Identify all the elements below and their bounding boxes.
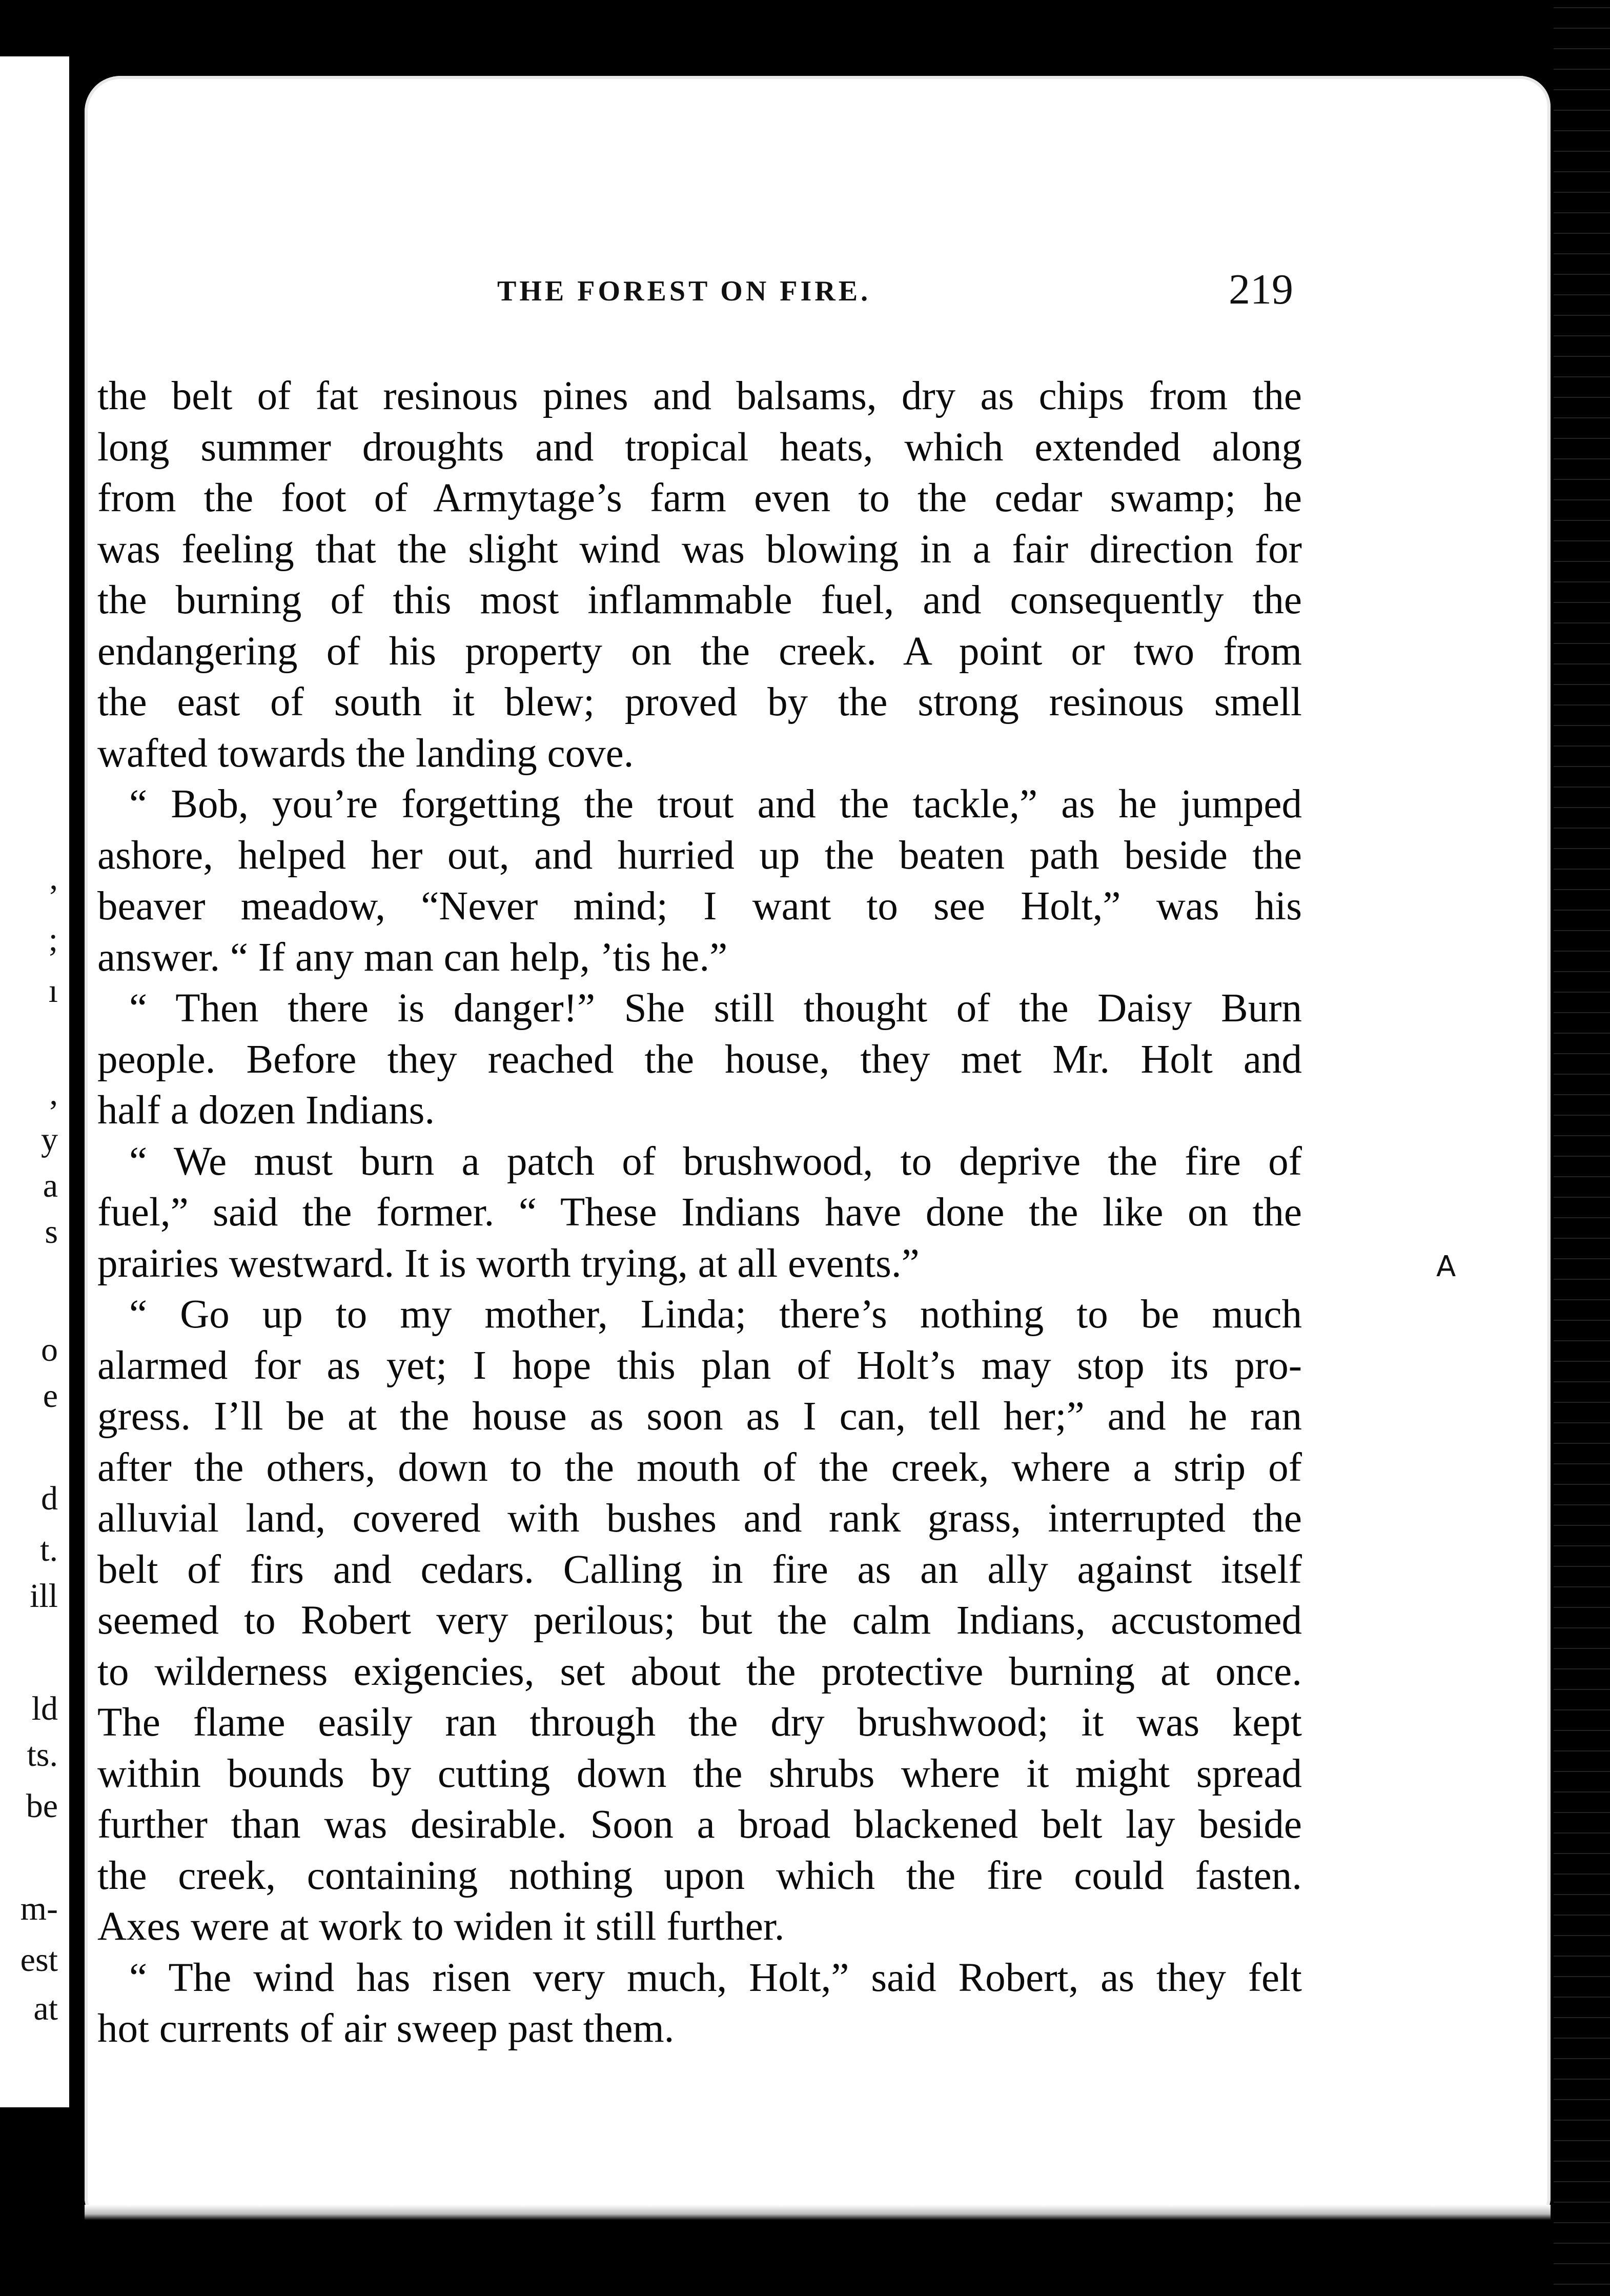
facing-fragment: a (43, 1167, 58, 1204)
text-line: long summer droughts and tropical heats, which extended along (97, 425, 1302, 470)
facing-fragment: ill (29, 1577, 58, 1615)
facing-fragment: t. (40, 1531, 58, 1568)
text-line: the belt of fat resinous pines and balsams, dry as chips from the (97, 374, 1302, 418)
text-line: answer. “ If any man can help, ’tis he.” (97, 935, 728, 980)
facing-fragment: ; (48, 921, 58, 958)
text-line: the burning of this most inflammable fuel, and consequently the (97, 578, 1302, 622)
body-text (97, 371, 1302, 2055)
facing-fragment: est (20, 1941, 58, 1979)
facing-fragment: , (49, 859, 58, 897)
facing-fragment: ld (31, 1690, 58, 1727)
text-line: after the others, down to the mouth of the creek, where a strip of (97, 1445, 1302, 1490)
running-title: THE FOREST ON FIRE. (497, 275, 871, 307)
text-line: alluvial land, covered with bushes and rank grass, interrupted the (97, 1496, 1302, 1541)
text-line: within bounds by cutting down the shrubs where it might spread (97, 1751, 1302, 1796)
text-line: wafted towards the landing cove. (97, 731, 634, 776)
text-line: endangering of his property on the creek. A point or two from (97, 629, 1302, 674)
text-line: the east of south it blew; proved by the strong resinous smell (97, 680, 1302, 724)
facing-fragment: , (49, 1075, 58, 1112)
facing-fragment: at (33, 1990, 58, 2027)
text-line: belt of firs and cedars. Calling in fire as an ally against itself (97, 1547, 1302, 1592)
scan-right-edge (1554, 0, 1610, 2296)
text-line: beaver meadow, “Never mind; I want to see Holt,” was his (97, 884, 1302, 929)
text-line: Axes were at work to widen it still further. (97, 1904, 785, 1949)
text-line: further than was desirable. Soon a broad blackened belt lay beside (97, 1802, 1302, 1847)
facing-page-edge (0, 56, 69, 2107)
text-line: “ Bob, you’re forgetting the trout and the tackle,” as he jumped (129, 782, 1302, 827)
text-line: ashore, helped her out, and hurried up the beaten path beside the (97, 833, 1302, 878)
facing-fragment: d (41, 1480, 58, 1517)
text-line: people. Before they reached the house, they met Mr. Holt and (97, 1037, 1302, 1082)
text-line: fuel,” said the former. “ These Indians have done the like on the (97, 1190, 1302, 1235)
text-line: was feeling that the slight wind was blowing in a fair direction for (97, 527, 1302, 572)
facing-fragment: e (43, 1377, 58, 1415)
text-line: to wilderness exigencies, set about the protective burning at once. (97, 1649, 1302, 1694)
margin-mark: A (1436, 1250, 1456, 1283)
text-line: The flame easily ran through the dry brushwood; it was kept (97, 1700, 1302, 1745)
running-head (85, 260, 1551, 312)
facing-fragment: ı (48, 972, 58, 1010)
facing-fragment: be (26, 1787, 58, 1825)
text-line: “ We must burn a patch of brushwood, to deprive the fire of (129, 1139, 1302, 1184)
text-line: alarmed for as yet; I hope this plan of Holt’s may stop its pro- (97, 1343, 1302, 1388)
text-line: half a dozen Indians. (97, 1088, 435, 1133)
text-line: seemed to Robert very perilous; but the calm Indians, accustomed (97, 1598, 1302, 1643)
text-line: prairies westward. It is worth trying, at all events.” (97, 1241, 920, 1286)
text-line: the creek, containing nothing upon which the fire could fasten. (97, 1853, 1302, 1898)
page-bottom-edge (85, 2205, 1551, 2220)
text-line: from the foot of Armytage’s farm even to the cedar swamp; he (97, 476, 1302, 520)
text-line: “ Go up to my mother, Linda; there’s nothing to be much (129, 1292, 1302, 1337)
facing-fragment: m- (20, 1890, 58, 1927)
book-page (85, 76, 1551, 2219)
page-number: 219 (1229, 266, 1293, 313)
text-line: “ The wind has risen very much, Holt,” said Robert, as they felt (129, 1955, 1302, 2000)
text-line: gress. I’ll be at the house as soon as I can, tell her;” and he ran (97, 1394, 1302, 1439)
facing-fragment: o (41, 1331, 58, 1368)
facing-fragment: y (41, 1121, 58, 1158)
text-line: “ Then there is danger!” She still thought of the Daisy Burn (129, 986, 1302, 1031)
facing-fragment: s (45, 1213, 58, 1251)
facing-fragment: ts. (27, 1736, 58, 1774)
text-line: hot currents of air sweep past them. (97, 2006, 675, 2051)
